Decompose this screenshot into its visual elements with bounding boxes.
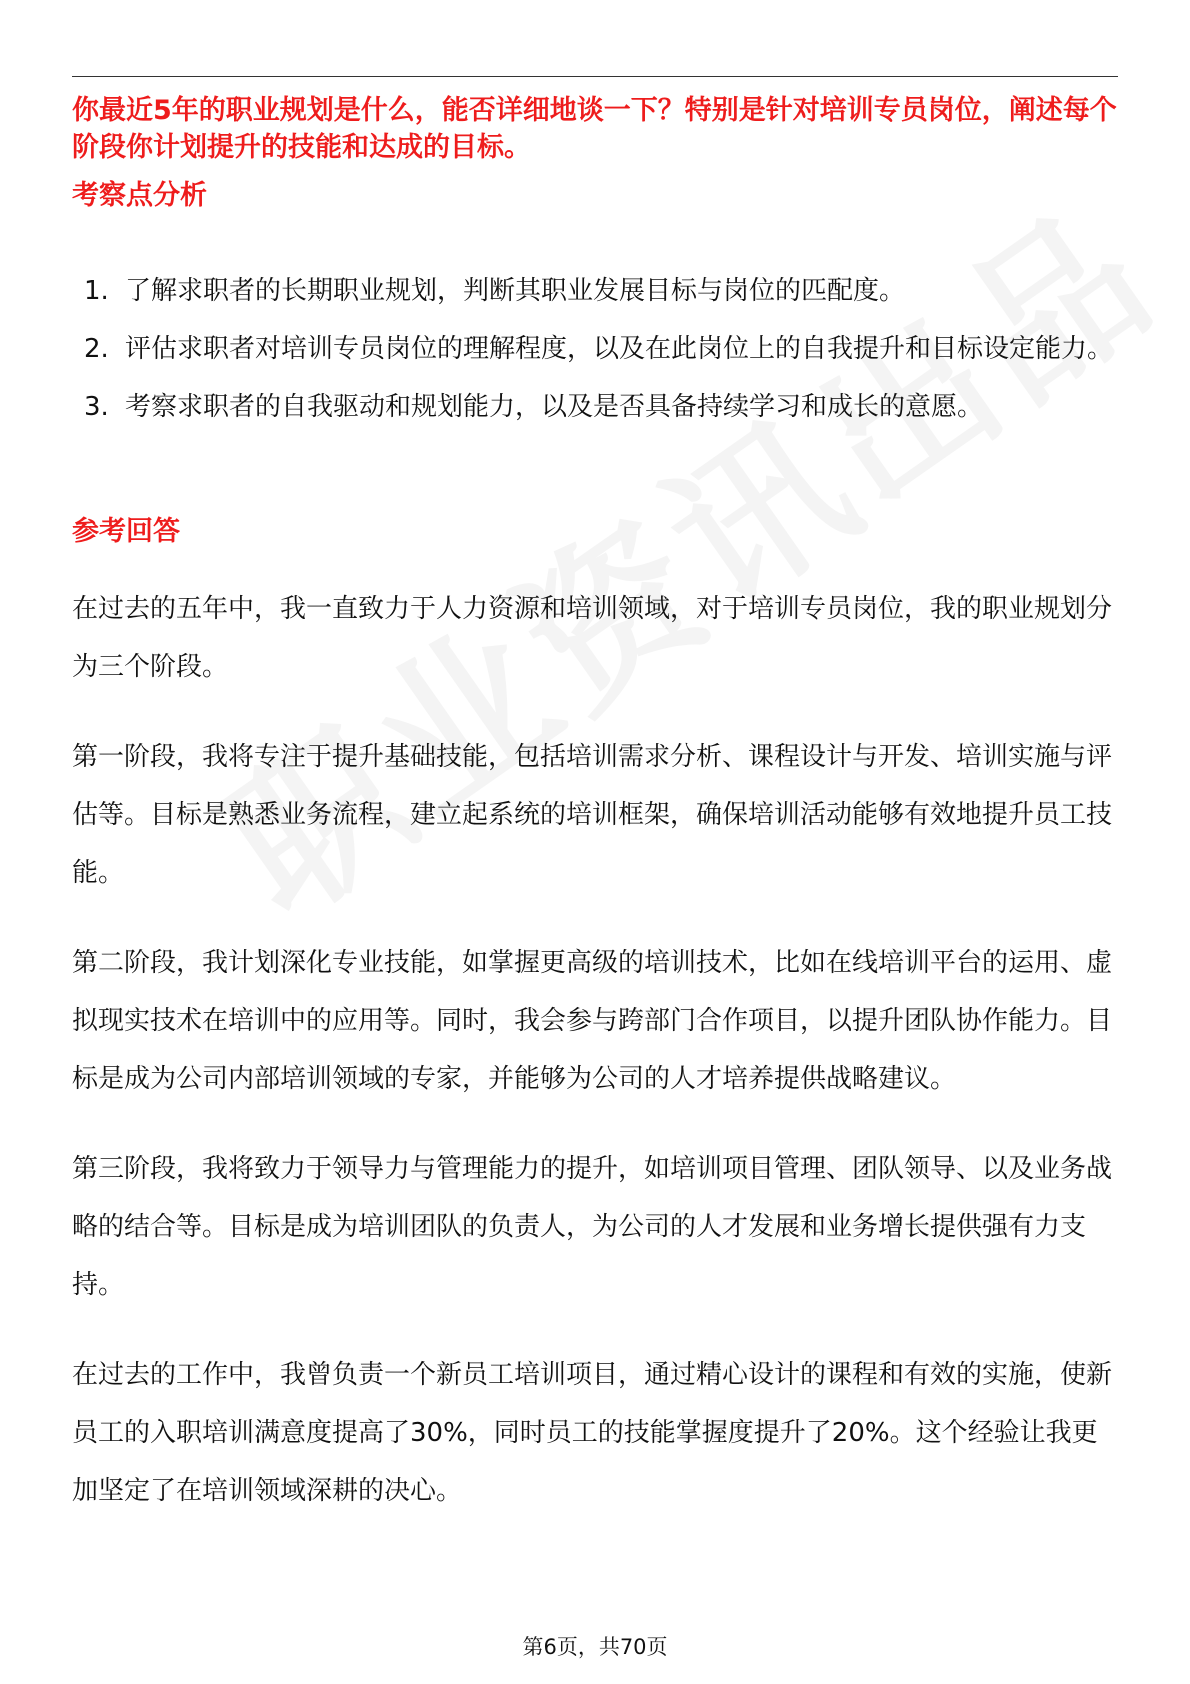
- list-item-number: 1.: [84, 276, 109, 306]
- top-divider: [72, 76, 1118, 77]
- answer-body: [72, 580, 1118, 1552]
- list-item-text: 评估求职者对培训专员岗位的理解程度，以及在此岗位上的自我提升和目标设定能力。: [125, 334, 1114, 364]
- list-item-number: 2.: [84, 334, 109, 364]
- list-item: [72, 378, 1118, 436]
- analysis-list: [72, 262, 1118, 436]
- answer-paragraph: 第三阶段，我将致力于领导力与管理能力的提升，如培训项目管理、团队领导、以及业务战略的结合等。目标是成为培训团队的负责人，为公司的人才发展和业务增长提供强有力支持。: [72, 1154, 1113, 1300]
- answer-paragraph: 在过去的工作中，我曾负责一个新员工培训项目，通过精心设计的课程和有效的实施，使新员工的入职培训满意度提高了30%，同时员工的技能掌握度提升了20%。这个经验让我更加坚定了在培训领域深耕的决心。: [72, 1360, 1113, 1506]
- list-item-text: 考察求职者的自我驱动和规划能力，以及是否具备持续学习和成长的意愿。: [125, 392, 984, 422]
- answer-paragraph: 第二阶段，我计划深化专业技能，如掌握更高级的培训技术，比如在线培训平台的运用、虚拟现实技术在培训中的应用等。同时，我会参与跨部门合作项目，以提升团队协作能力。目标是成为公司内部培训领域的专家，并能够为公司的人才培养提供战略建议。: [72, 948, 1113, 1094]
- answer-paragraph: 第一阶段，我将专注于提升基础技能，包括培训需求分析、课程设计与开发、培训实施与评估等。目标是熟悉业务流程，建立起系统的培训框架，确保培训活动能够有效地提升员工技能。: [72, 742, 1113, 888]
- answer-paragraph: 在过去的五年中，我一直致力于人力资源和培训领域，对于培训专员岗位，我的职业规划分为三个阶段。: [72, 594, 1113, 682]
- list-item-text: 了解求职者的长期职业规划，判断其职业发展目标与岗位的匹配度。: [125, 276, 906, 306]
- answer-section-title: 参考回答: [72, 516, 180, 547]
- analysis-section-title: 考察点分析: [72, 180, 207, 211]
- page-footer: 第6页，共70页: [522, 1635, 668, 1659]
- list-item-number: 3.: [84, 392, 109, 422]
- question-heading: 你最近5年的职业规划是什么，能否详细地谈一下？特别是针对培训专员岗位，阐述每个阶段你计划提升的技能和达成的目标。: [72, 95, 1117, 163]
- list-item: [72, 262, 1118, 320]
- list-item: [72, 320, 1118, 378]
